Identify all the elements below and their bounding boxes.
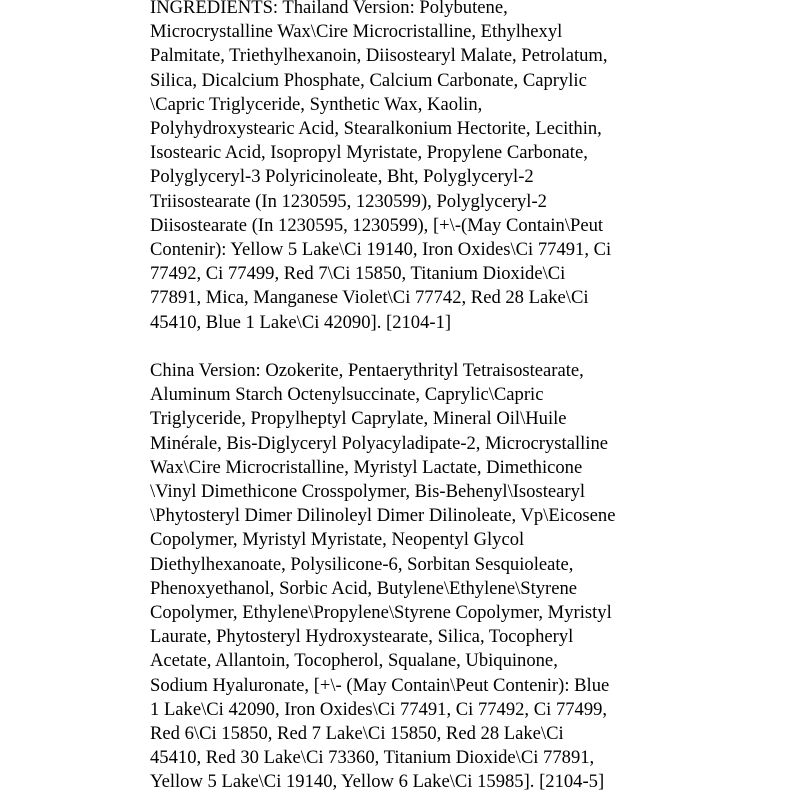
paragraph-spacer — [150, 335, 650, 359]
china-ingredients-paragraph — [150, 359, 650, 795]
thailand-text-line: Polyglyceryl-3 Polyricinoleate, Bht, Polyglyceryl-2 — [150, 166, 534, 188]
china-text-line: Laurate, Phytosteryl Hydroxystearate, Silica, Tocopheryl — [150, 626, 574, 648]
china-text-line: Diethylhexanoate, Polysilicone-6, Sorbitan Sesquioleate, — [150, 553, 574, 575]
china-text-line: Triglyceride, Propylheptyl Caprylate, Mineral Oil\Huile — [150, 408, 567, 430]
thailand-text-line: Diisostearate (In 1230595, 1230599), [+\-(May Contain\Peut — [150, 214, 604, 236]
thailand-text-line: INGREDIENTS: Thailand Version: Polybutene, — [150, 0, 508, 18]
thailand-text-line: Contenir): Yellow 5 Lake\Ci 19140, Iron Oxides\Ci 77491, Ci — [150, 239, 612, 261]
china-text-line: Copolymer, Ethylene\Propylene\Styrene Copolymer, Myristyl — [150, 602, 612, 624]
thailand-text-line: Polyhydroxystearic Acid, Stearalkonium Hectorite, Lecithin, — [150, 118, 602, 140]
thailand-ingredients-paragraph — [150, 0, 650, 335]
thailand-text-line: Microcrystalline Wax\Cire Microcristalline, Ethylhexyl — [150, 21, 563, 43]
china-text-line: Sodium Hyaluronate, [+\- (May Contain\Peut Contenir): Blue — [150, 674, 610, 696]
china-text-line: Minérale, Bis-Diglyceryl Polyacyladipate-2, Microcrystalline — [150, 432, 608, 454]
china-text-line: Aluminum Starch Octenylsuccinate, Caprylic\Capric — [150, 384, 544, 406]
china-text-line: Copolymer, Myristyl Myristate, Neopentyl Glycol — [150, 529, 525, 551]
china-text-line: \Vinyl Dimethicone Crosspolymer, Bis-Behenyl\Isostearyl — [150, 481, 586, 503]
thailand-text-line: \Capric Triglyceride, Synthetic Wax, Kaolin, — [150, 93, 483, 115]
china-text-line: Phenoxyethanol, Sorbic Acid, Butylene\Ethylene\Styrene — [150, 577, 578, 599]
thailand-text-line: 77492, Ci 77499, Red 7\Ci 15850, Titanium Dioxide\Ci — [150, 263, 566, 285]
thailand-text-line: 45410, Blue 1 Lake\Ci 42090]. [2104-1] — [150, 311, 452, 333]
thailand-text-line: Silica, Dicalcium Phosphate, Calcium Carbonate, Caprylic — [150, 69, 587, 91]
thailand-text-line: Isostearic Acid, Isopropyl Myristate, Propylene Carbonate, — [150, 142, 588, 164]
thailand-text-line: Palmitate, Triethylhexanoin, Diisostearyl Malate, Petrolatum, — [150, 45, 608, 67]
thailand-text-line: 77891, Mica, Manganese Violet\Ci 77742, Red 28 Lake\Ci — [150, 287, 589, 309]
thailand-text-line: Triisostearate (In 1230595, 1230599), Polyglyceryl-2 — [150, 190, 547, 212]
china-text-line: 1 Lake\Ci 42090, Iron Oxides\Ci 77491, Ci 77492, Ci 77499, — [150, 698, 608, 720]
china-text-line: Wax\Cire Microcristalline, Myristyl Lactate, Dimethicone — [150, 456, 583, 478]
ingredients-document — [150, 0, 650, 795]
china-text-line: Yellow 5 Lake\Ci 19140, Yellow 6 Lake\Ci 15985]. [2104-5] — [150, 771, 605, 793]
china-text-line: Red 6\Ci 15850, Red 7 Lake\Ci 15850, Red 28 Lake\Ci — [150, 723, 564, 745]
china-text-line: China Version: Ozokerite, Pentaerythrityl Tetraisostearate, — [150, 360, 584, 382]
china-text-line: Acetate, Allantoin, Tocopherol, Squalane, Ubiquinone, — [150, 650, 558, 672]
china-text-line: \Phytosteryl Dimer Dilinoleyl Dimer Dilinoleate, Vp\Eicosene — [150, 505, 616, 527]
china-text-line: 45410, Red 30 Lake\Ci 73360, Titanium Dioxide\Ci 77891, — [150, 747, 595, 769]
